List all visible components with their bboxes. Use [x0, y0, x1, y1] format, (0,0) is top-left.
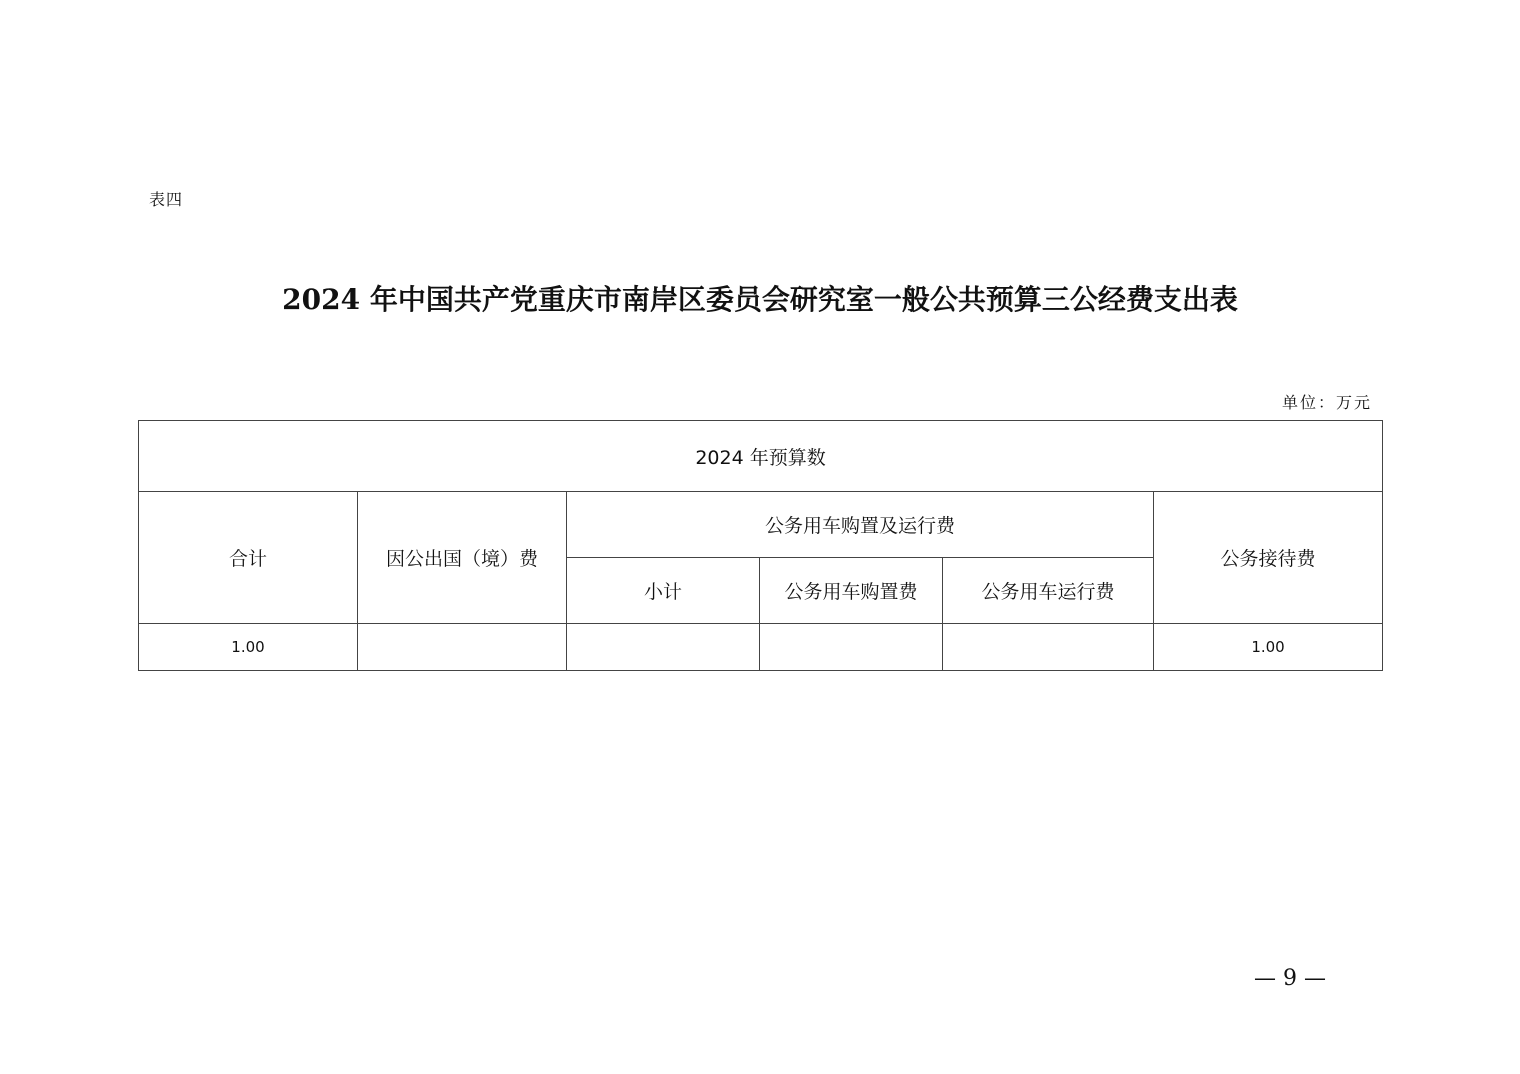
cell-vehicle-purchase	[760, 624, 943, 671]
header-vehicle-operation: 公务用车运行费	[943, 558, 1154, 624]
year-header: 2024 年预算数	[139, 421, 1383, 492]
page-title: 2024 年中国共产党重庆市南岸区委员会研究室一般公共预算三公经费支出表	[282, 283, 1238, 316]
unit-label: 单位：万元	[1281, 393, 1372, 412]
header-reception: 公务接待费	[1154, 492, 1383, 624]
header-total: 合计	[139, 492, 358, 624]
budget-table	[138, 420, 1383, 671]
header-vehicle-group: 公务用车购置及运行费	[567, 492, 1154, 558]
cell-reception: 1.00	[1154, 624, 1383, 671]
table-row-header-1	[139, 492, 1383, 558]
header-overseas: 因公出国（境）费	[358, 492, 567, 624]
table-row	[139, 624, 1383, 671]
cell-vehicle-operation	[943, 624, 1154, 671]
header-vehicle-purchase: 公务用车购置费	[760, 558, 943, 624]
table-label: 表四	[149, 190, 184, 209]
cell-vehicle-subtotal	[567, 624, 760, 671]
header-vehicle-subtotal: 小计	[567, 558, 760, 624]
page-number: — 9 —	[1254, 966, 1326, 991]
cell-total: 1.00	[139, 624, 358, 671]
table-row-year	[139, 421, 1383, 492]
cell-overseas	[358, 624, 567, 671]
